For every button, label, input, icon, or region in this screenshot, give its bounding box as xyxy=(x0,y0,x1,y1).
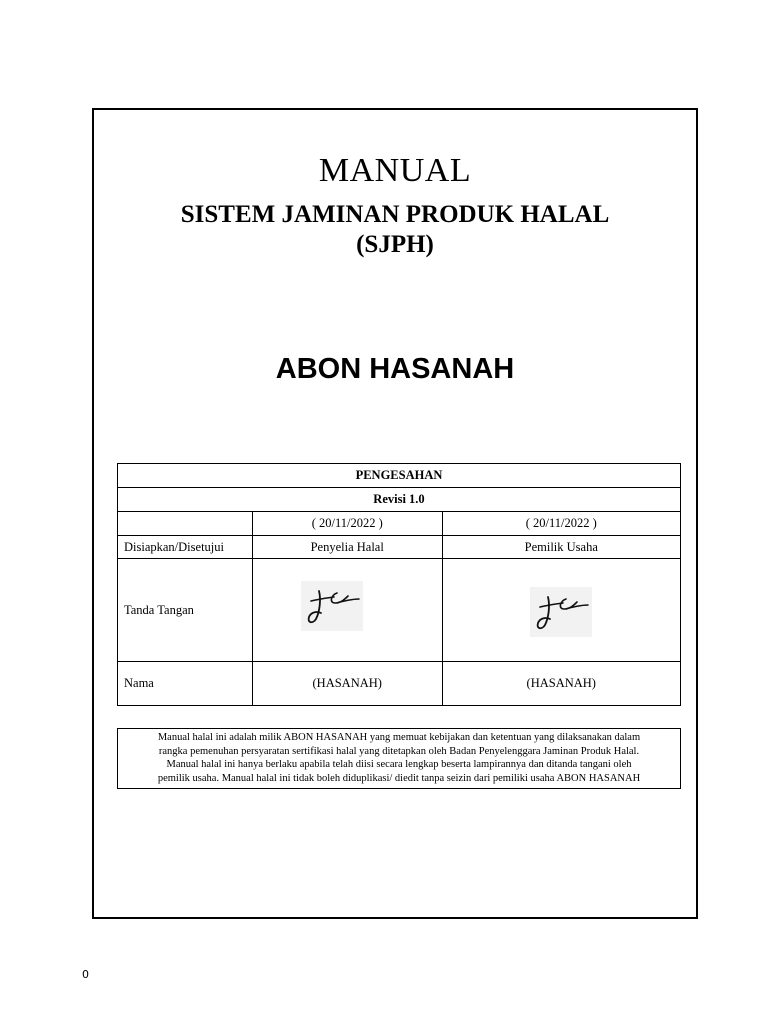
subtitle-line-1: SISTEM JAMINAN PRODUK HALAL xyxy=(180,201,610,228)
signature-image xyxy=(301,581,363,631)
date-cell-1: ( 20/11/2022 ) xyxy=(252,512,442,536)
table-row xyxy=(118,512,681,536)
document-subtitle xyxy=(94,200,696,260)
notice-line-3: Manual halal ini hanya berlaku apabila telah diisi secara lengkap beserta lampirannya dan ditanda tangani oleh xyxy=(166,759,632,770)
table-row xyxy=(118,662,681,706)
document-frame xyxy=(92,108,698,919)
company-name: ABON HASANAH xyxy=(275,353,515,385)
role-cell-1: Penyelia Halal xyxy=(252,536,442,559)
revision-label: Revisi 1.0 xyxy=(118,488,681,512)
page-number: 0 xyxy=(82,968,89,981)
table-row xyxy=(118,559,681,662)
role-label: Disiapkan/Disetujui xyxy=(118,536,253,559)
role-cell-2: Pemilik Usaha xyxy=(442,536,680,559)
approval-header: PENGESAHAN xyxy=(118,464,681,488)
name-cell-1: (HASANAH) xyxy=(252,662,442,706)
signature-cell-2 xyxy=(442,559,680,662)
name-cell-2: (HASANAH) xyxy=(442,662,680,706)
signature-cell-1 xyxy=(252,559,442,662)
notice-line-1: Manual halal ini adalah milik ABON HASANAH yang memuat kebijakan dan ketentuan yang dilaksanakan dalam xyxy=(157,732,641,743)
date-cell-2: ( 20/11/2022 ) xyxy=(442,512,680,536)
signature-image xyxy=(530,587,592,637)
signature-label: Tanda Tangan xyxy=(118,559,253,662)
notice-line-4: pemilik usaha. Manual halal ini tidak boleh diduplikasi/ diedit tanpa seizin dari pemiliki usaha ABON HASANAH xyxy=(157,772,641,784)
table-row xyxy=(118,536,681,559)
name-label: Nama xyxy=(118,662,253,706)
ownership-notice xyxy=(117,728,681,789)
notice-line-2: rangka pemenuhan persyaratan sertifikasi halal yang ditetapkan oleh Badan Penyelenggara Jaminan Produk Halal. xyxy=(158,745,640,757)
approval-table xyxy=(117,463,681,706)
document-title: MANUAL xyxy=(318,152,472,189)
subtitle-line-2: (SJPH) xyxy=(356,231,434,258)
empty-cell xyxy=(118,512,253,536)
